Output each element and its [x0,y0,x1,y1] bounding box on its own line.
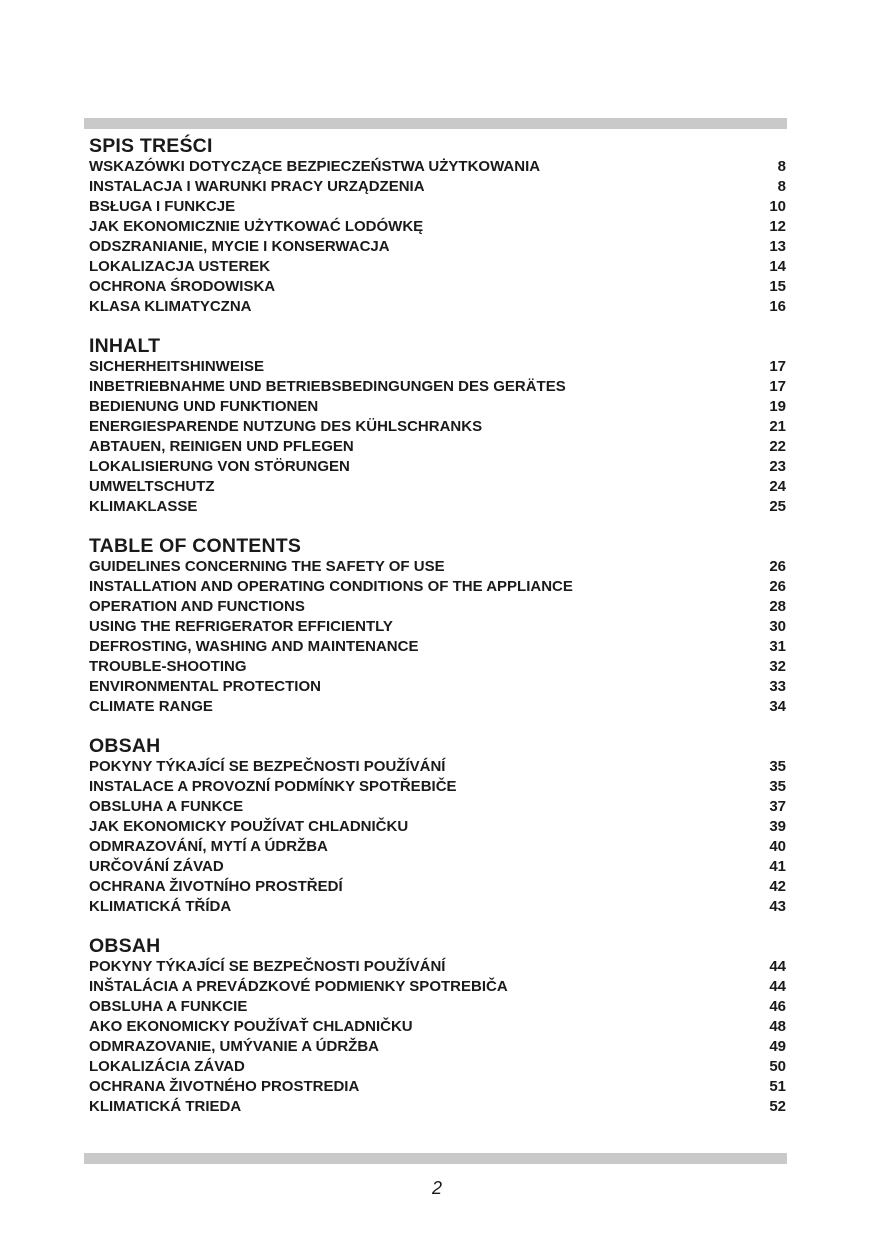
toc-entry[interactable] [89,437,786,457]
toc-entry[interactable] [89,597,786,617]
entry-title: WSKAZÓWKI DOTYCZĄCE BEZPIECZEŃSTWA UŻYTKOWANIA [89,158,541,175]
top-divider-bar [84,118,787,129]
toc-section-slovak [89,935,786,1117]
entry-title: DEFROSTING, WASHING AND MAINTENANCE [89,638,419,655]
entry-page: 46 [769,998,786,1015]
entry-page: 51 [769,1078,786,1095]
toc-entry[interactable] [89,1057,786,1077]
section-heading: OBSAH [89,935,161,957]
toc-entry[interactable] [89,197,786,217]
toc-entry[interactable] [89,817,786,837]
toc-entry[interactable] [89,277,786,297]
entry-title: INSTALACJA I WARUNKI PRACY URZĄDZENIA [89,178,425,195]
toc-entry[interactable] [89,297,786,317]
toc-entry[interactable] [89,497,786,517]
entry-title: ODMRAZOVÁNÍ, MYTÍ A ÚDRŽBA [89,838,328,855]
toc-entry[interactable] [89,617,786,637]
entry-title: POKYNY TÝKAJÍCÍ SE BEZPEČNOSTI POUŽÍVÁNÍ [89,758,446,775]
entry-page: 28 [769,598,786,615]
entry-page: 31 [769,638,786,655]
toc-entry[interactable] [89,577,786,597]
entry-title: SICHERHEITSHINWEISE [89,358,265,375]
entry-title: INBETRIEBNAHME UND BETRIEBSBEDINGUNGEN DES GERÄTES [89,378,566,395]
entry-title: URČOVÁNÍ ZÁVAD [89,858,224,875]
section-heading: INHALT [89,335,161,357]
toc-entry[interactable] [89,697,786,717]
entry-page: 42 [769,878,786,895]
toc-section-czech [89,735,786,917]
toc-entry[interactable] [89,757,786,777]
entry-page: 33 [769,678,786,695]
entry-title: LOKALIZÁCIA ZÁVAD [89,1058,245,1075]
entry-title: POKYNY TÝKAJÍCÍ SE BEZPEČNOSTI POUŽÍVÁNÍ [89,958,446,975]
entry-page: 44 [769,978,786,995]
bottom-divider-bar [84,1153,787,1164]
entry-page: 49 [769,1038,786,1055]
entry-title: CLIMATE RANGE [89,698,213,715]
entry-title: OBSLUHA A FUNKCIE [89,998,248,1015]
entry-title: ODMRAZOVANIE, UMÝVANIE A ÚDRŽBA [89,1038,379,1055]
entry-page: 13 [769,238,786,255]
entry-title: GUIDELINES CONCERNING THE SAFETY OF USE [89,558,445,575]
entry-page: 41 [769,858,786,875]
toc-entry[interactable] [89,397,786,417]
toc-entry[interactable] [89,897,786,917]
entry-page: 15 [769,278,786,295]
entry-title: UMWELTSCHUTZ [89,478,215,495]
toc-entry[interactable] [89,1017,786,1037]
entry-title: KLASA KLIMATYCZNA [89,298,252,315]
entry-page: 40 [769,838,786,855]
entry-title: ABTAUEN, REINIGEN UND PFLEGEN [89,438,354,455]
entry-page: 22 [769,438,786,455]
entry-title: OPERATION AND FUNCTIONS [89,598,305,615]
toc-entry[interactable] [89,217,786,237]
entry-title: OCHRANA ŽIVOTNÍHO PROSTŘEDÍ [89,878,343,895]
toc-entry[interactable] [89,957,786,977]
entry-title: INŠTALÁCIA A PREVÁDZKOVÉ PODMIENKY SPOTREBIČA [89,978,508,995]
toc-entry[interactable] [89,857,786,877]
entry-page: 48 [769,1018,786,1035]
entry-title: OCHRANA ŽIVOTNÉHO PROSTREDIA [89,1078,360,1095]
entry-title: TROUBLE-SHOOTING [89,658,247,675]
entry-page: 12 [769,218,786,235]
toc-entry[interactable] [89,877,786,897]
toc-section-german [89,335,786,517]
toc-entry[interactable] [89,1097,786,1117]
entry-page: 35 [769,778,786,795]
toc-entry[interactable] [89,557,786,577]
entry-page: 30 [769,618,786,635]
toc-section-english [89,535,786,717]
entry-title: INSTALACE A PROVOZNÍ PODMÍNKY SPOTŘEBIČE [89,778,457,795]
page-number: 2 [431,1178,442,1198]
toc-entry[interactable] [89,417,786,437]
entry-page: 23 [769,458,786,475]
entry-page: 19 [769,398,786,415]
entry-page: 52 [769,1098,786,1115]
entry-title: JAK EKONOMICZNIE UŻYTKOWAĆ LODÓWKĘ [89,218,424,235]
entry-page: 16 [769,298,786,315]
entry-title: KLIMATICKÁ TRIEDA [89,1098,242,1115]
entry-page: 44 [769,958,786,975]
entry-title: ENVIRONMENTAL PROTECTION [89,678,321,695]
toc-entry[interactable] [89,637,786,657]
entry-title: ODSZRANIANIE, MYCIE I KONSERWACJA [89,238,390,255]
entry-page: 32 [769,658,786,675]
section-heading: OBSAH [89,735,161,757]
entry-title: AKO EKONOMICKY POUŽÍVAŤ CHLADNIČKU [89,1018,413,1035]
toc-entry[interactable] [89,457,786,477]
toc-entry[interactable] [89,837,786,857]
entry-title: JAK EKONOMICKY POUŽÍVAT CHLADNIČKU [89,818,409,835]
toc-entry[interactable] [89,997,786,1017]
toc-entry[interactable] [89,1077,786,1097]
entry-page: 25 [769,498,786,515]
entry-page: 24 [769,478,786,495]
toc-entry[interactable] [89,657,786,677]
toc-entry[interactable] [89,477,786,497]
toc-entry[interactable] [89,257,786,277]
entry-title: USING THE REFRIGERATOR EFFICIENTLY [89,618,393,635]
entry-title: INSTALLATION AND OPERATING CONDITIONS OF THE APPLIANCE [89,578,573,595]
entry-title: BEDIENUNG UND FUNKTIONEN [89,398,319,415]
entry-title: LOKALIZACJA USTEREK [89,258,271,275]
entry-page: 26 [769,558,786,575]
entry-page: 34 [769,698,786,715]
entry-page: 10 [769,198,786,215]
entry-page: 8 [777,178,786,195]
toc-entry[interactable] [89,1037,786,1057]
entry-title: ENERGIESPARENDE NUTZUNG DES KÜHLSCHRANKS [89,418,483,435]
entry-page: 17 [769,378,786,395]
table-of-contents [89,135,786,1117]
toc-entry[interactable] [89,237,786,257]
entry-page: 37 [769,798,786,815]
section-heading: TABLE OF CONTENTS [89,535,302,557]
entry-page: 50 [769,1058,786,1075]
toc-section-polish [89,135,786,317]
entry-page: 21 [769,418,786,435]
entry-title: LOKALISIERUNG VON STÖRUNGEN [89,458,350,475]
entry-page: 43 [769,898,786,915]
toc-entry[interactable] [89,177,786,197]
toc-entry[interactable] [89,377,786,397]
entry-title: KLIMAKLASSE [89,498,198,515]
entry-page: 17 [769,358,786,375]
section-heading: SPIS TREŚCI [89,135,213,157]
entry-page: 26 [769,578,786,595]
entry-page: 8 [777,158,786,175]
toc-entry[interactable] [89,797,786,817]
entry-page: 35 [769,758,786,775]
entry-title: BSŁUGA I FUNKCJE [89,198,236,215]
toc-entry[interactable] [89,777,786,797]
toc-entry[interactable] [89,157,786,177]
entry-title: OBSLUHA A FUNKCE [89,798,244,815]
entry-page: 39 [769,818,786,835]
toc-entry[interactable] [89,357,786,377]
entry-title: OCHRONA ŚRODOWISKA [89,278,276,295]
toc-entry[interactable] [89,977,786,997]
entry-title: KLIMATICKÁ TŘÍDA [89,898,232,915]
entry-page: 14 [769,258,786,275]
toc-entry[interactable] [89,677,786,697]
